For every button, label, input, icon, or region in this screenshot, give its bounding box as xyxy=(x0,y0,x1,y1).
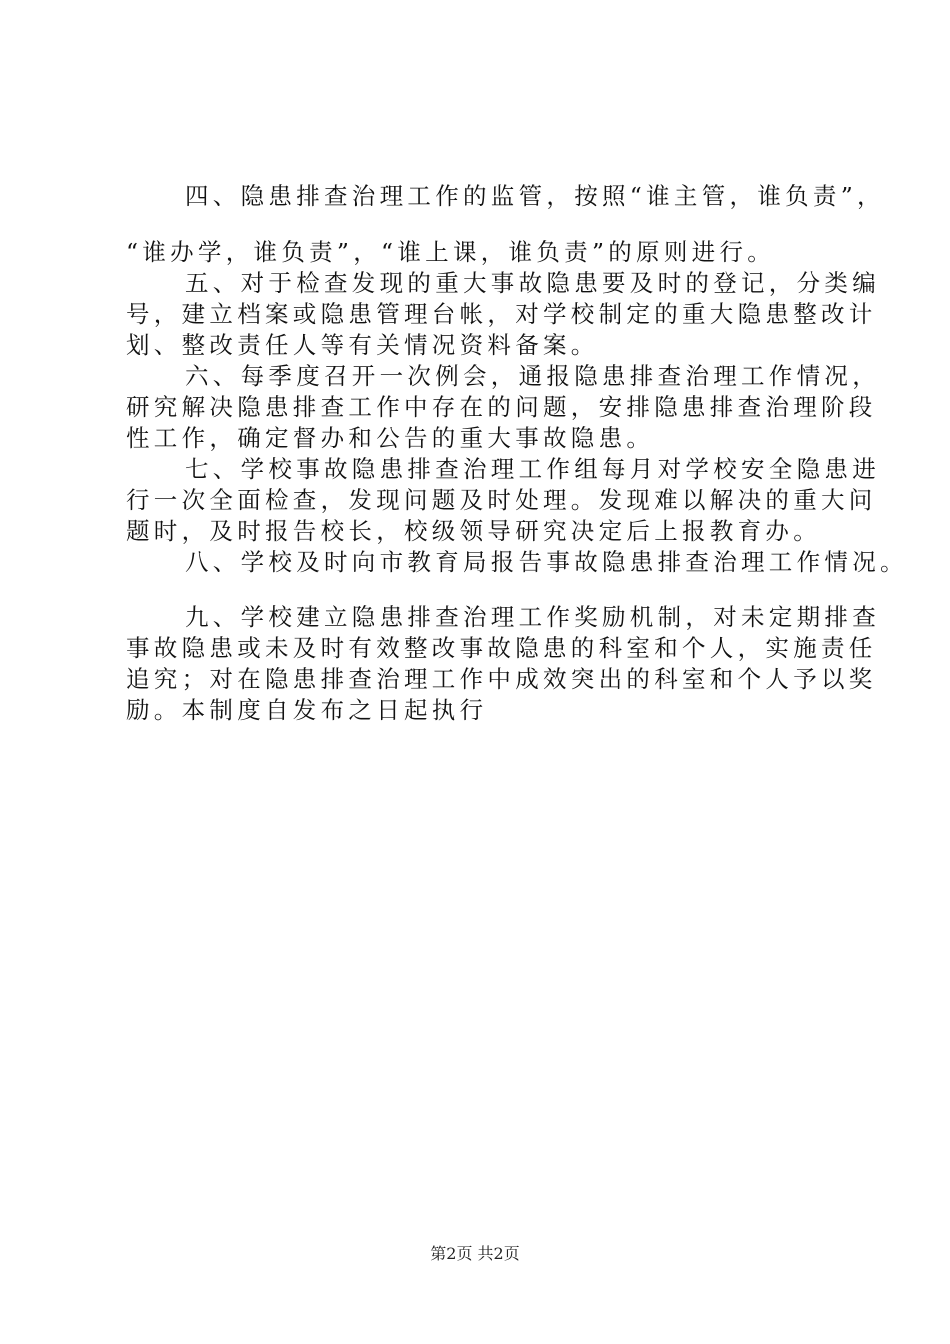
paragraph-7-line-3: 题时，及时报告校长，校级领导研究决定后上报教育办。 xyxy=(126,517,821,545)
paragraph-7-line-1: 七、学校事故隐患排查治理工作组每月对学校安全隐患进 xyxy=(185,455,880,483)
paragraph-9-line-1: 九、学校建立隐患排查治理工作奖励机制，对未定期排查 xyxy=(185,603,880,631)
paragraph-6-line-3: 性工作，确定督办和公告的重大事故隐患。 xyxy=(126,424,655,452)
paragraph-9-line-3: 追究；对在隐患排查治理工作中成效突出的科室和个人予以奖 xyxy=(126,665,877,693)
paragraph-6-line-2: 研究解决隐患排查工作中存在的问题，安排隐患排查治理阶段 xyxy=(126,393,877,421)
paragraph-8-line-1: 八、学校及时向市教育局报告事故隐患排查治理工作情况。 xyxy=(185,548,908,576)
paragraph-9-line-4: 励。本制度自发布之日起执行 xyxy=(126,696,488,724)
paragraph-9-line-2: 事故隐患或未及时有效整改事故隐患的科室和个人，实施责任 xyxy=(126,634,877,662)
paragraph-5-line-2: 号，建立档案或隐患管理台帐，对学校制定的重大隐患整改计 xyxy=(126,300,877,328)
paragraph-4-line-2: “谁办学，谁负责”，“谁上课，谁负责”的原则进行。 xyxy=(126,238,776,266)
paragraph-6-line-1: 六、每季度召开一次例会，通报隐患排查治理工作情况， xyxy=(185,362,880,390)
paragraph-5-line-1: 五、对于检查发现的重大事故隐患要及时的登记，分类编 xyxy=(185,269,880,297)
paragraph-4-line-1: 四、隐患排查治理工作的监管，按照“谁主管，谁负责”， xyxy=(185,182,885,210)
page-number-footer: 第2页 共2页 xyxy=(430,1244,520,1263)
paragraph-5-line-3: 划、整改责任人等有关情况资料备案。 xyxy=(126,331,599,359)
paragraph-7-line-2: 行一次全面检查，发现问题及时处理。发现难以解决的重大问 xyxy=(126,486,877,514)
